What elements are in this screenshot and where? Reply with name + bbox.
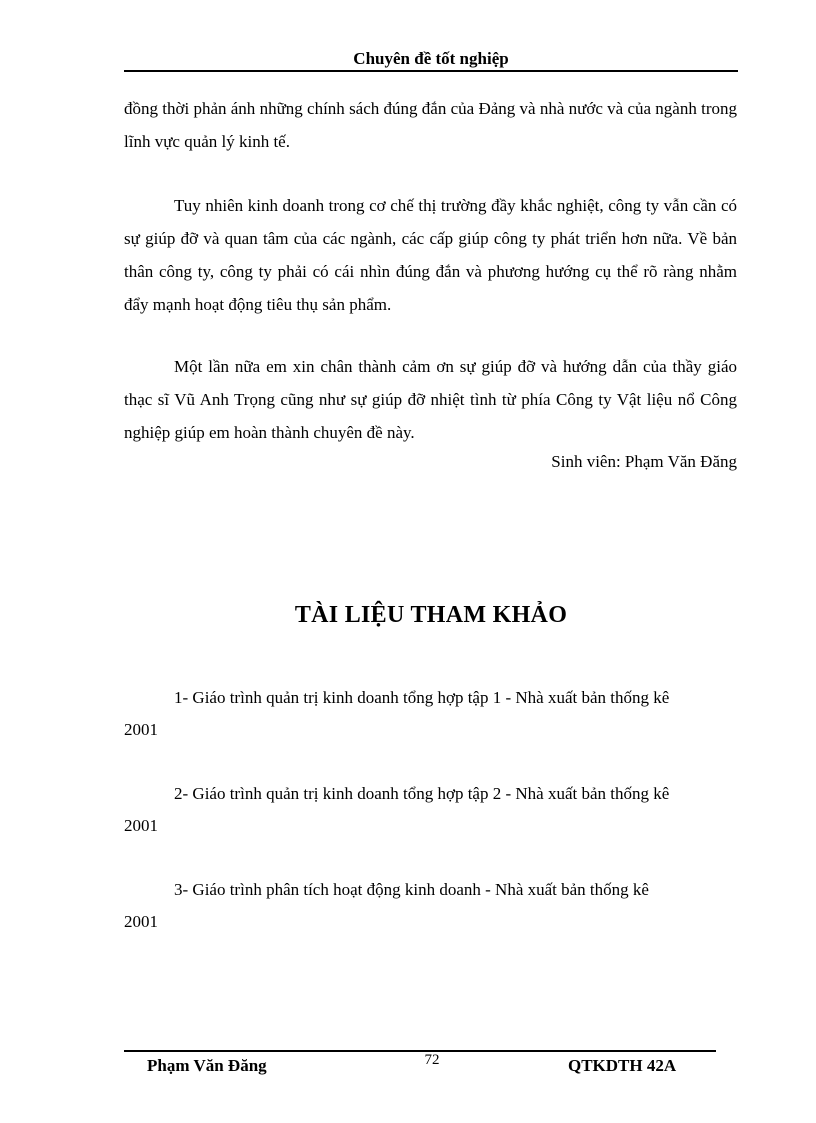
footer-class-code: QTKDTH 42A — [568, 1056, 677, 1075]
footer-author: Phạm Văn Đăng — [147, 1056, 267, 1075]
reference-year: 2001 — [124, 912, 158, 931]
reference-year: 2001 — [124, 720, 158, 739]
body-paragraph-3: Một lần nữa em xin chân thành cảm ơn sự giúp đỡ và hướng dẫn của thầy giáo thạc sĩ Vũ Anh Trọng cũng như sự giúp đỡ nhiệt tình từ phía Công ty Vật liệu nổ Công nghiệp giúp em hoàn thành chuyên đề này. — [124, 357, 737, 442]
reference-item-2 — [124, 778, 736, 842]
reference-item-3 — [124, 874, 736, 938]
header-divider — [124, 70, 738, 72]
page-header-title: Chuyên đề tốt nghiệp — [353, 49, 509, 68]
body-paragraph-2: Tuy nhiên kinh doanh trong cơ chế thị trường đầy khắc nghiệt, công ty vẫn cần có sự giúp đỡ và quan tâm của các ngành, các cấp giúp công ty phát triển hơn nữa. Về bản thân công ty, công ty phải có cái nhìn đúng đắn và phương hướng cụ thể rõ ràng nhằm đẩy mạnh hoạt động tiêu thụ sản phẩm. — [124, 196, 737, 314]
reference-text: 1- Giáo trình quản trị kinh doanh tổng hợp tập 1 - Nhà xuất bản thống kê — [174, 688, 670, 707]
reference-text: 2- Giáo trình quản trị kinh doanh tổng hợp tập 2 - Nhà xuất bản thống kê — [174, 784, 670, 803]
reference-text: 3- Giáo trình phân tích hoạt động kinh doanh - Nhà xuất bản thống kê — [174, 880, 649, 899]
references-heading: TÀI LIỆU THAM KHẢO — [294, 602, 568, 628]
body-paragraph-1: đồng thời phản ánh những chính sách đúng đắn của Đảng và nhà nước và của ngành trong lĩnh vực quản lý kinh tế. — [124, 99, 737, 151]
reference-year: 2001 — [124, 816, 158, 835]
page-number: 72 — [424, 1052, 440, 1068]
reference-item-1 — [124, 682, 736, 746]
student-signature: Sinh viên: Phạm Văn Đăng — [551, 452, 737, 471]
